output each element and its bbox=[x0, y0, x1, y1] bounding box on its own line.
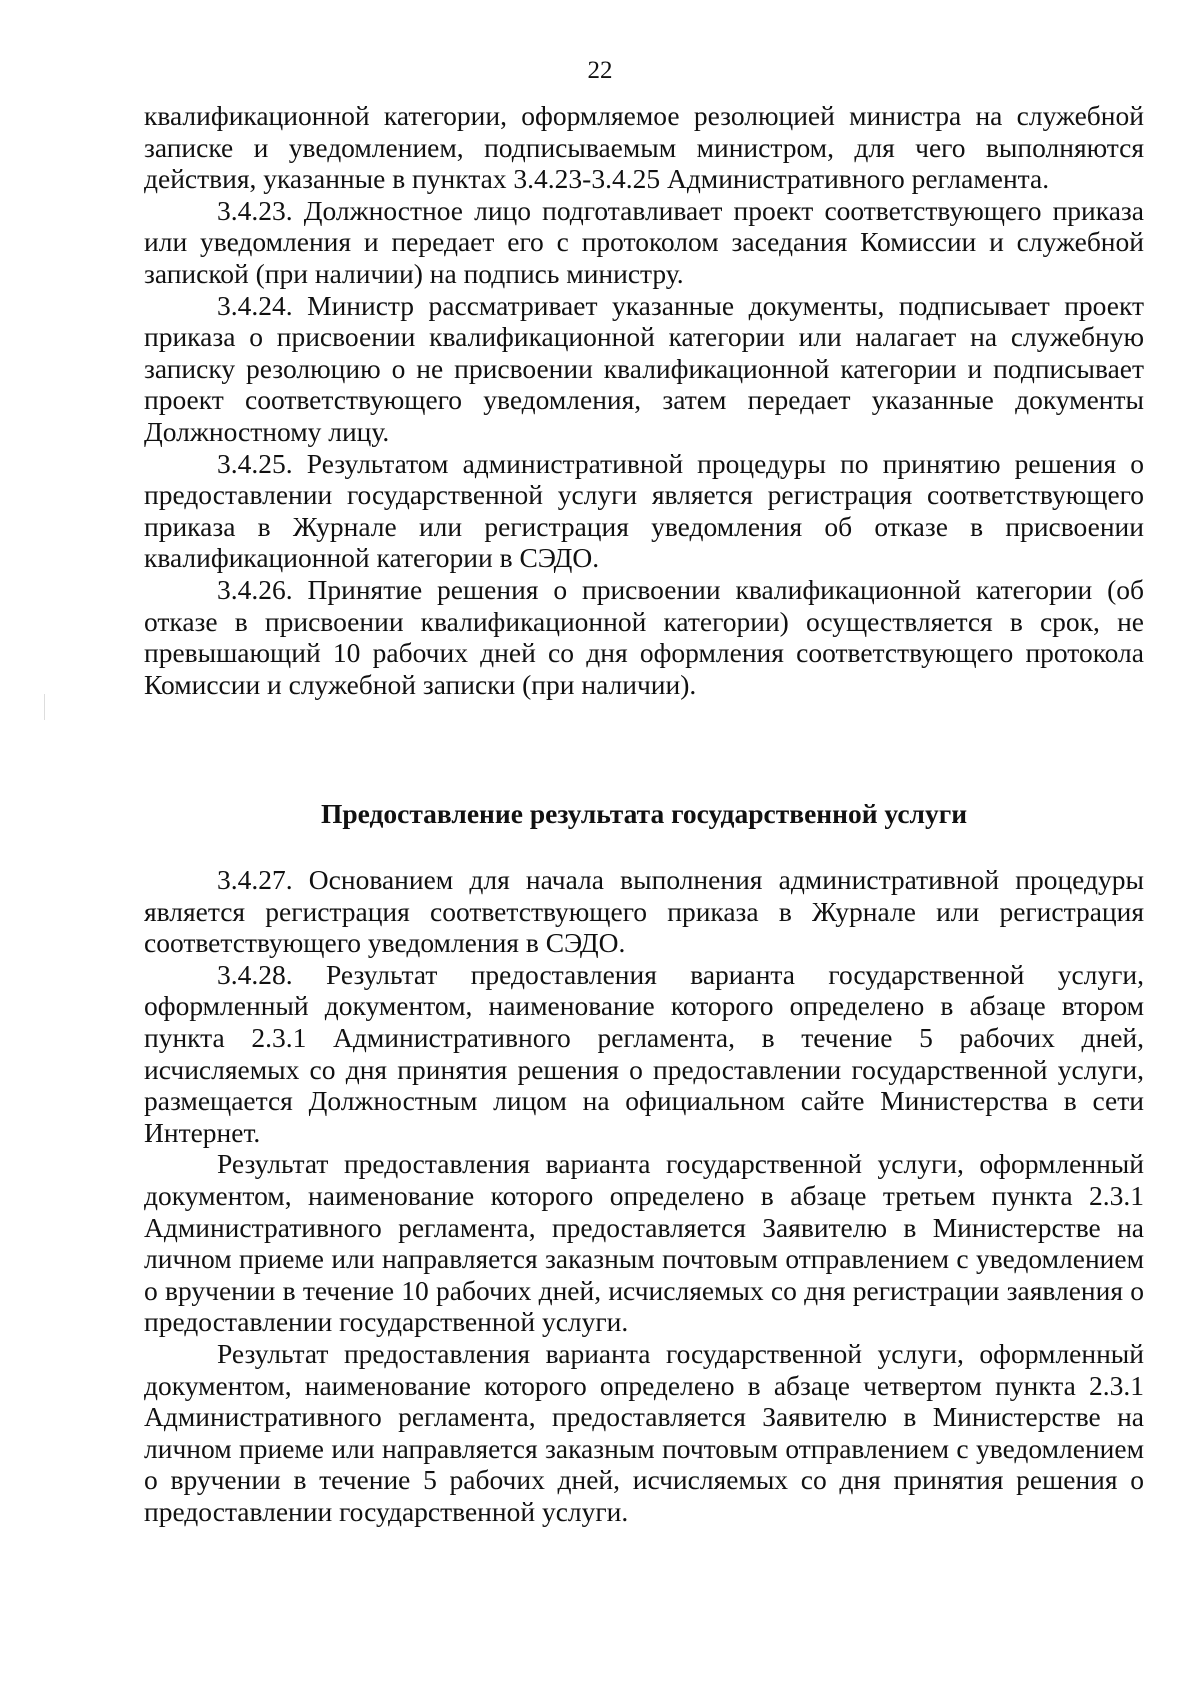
top-text-block bbox=[144, 100, 1144, 700]
paragraph-3-4-24: 3.4.24. Министр рассматривает указанные документы, подписывает проект приказа о присвоении квалификационной категории или налагает на служебную записку резолюцию о не присвоении квалификационной категории и подписывает проект соответствующего уведомления, затем передает указанные документы Должностному лицу. bbox=[144, 289, 1144, 447]
section-heading: Предоставление результата государственной услуги bbox=[320, 798, 968, 829]
page-number: 22 bbox=[587, 57, 613, 84]
paragraph-result-fourth: Результат предоставления варианта государственной услуги, оформленный документом, наименование которого определено в абзаце четвертом пункта 2.3.1 Административного регламента, предоставляется Заявителю в Министерстве на личном приеме или направляется заказным почтовым отправлением с уведомлением о вручении в течение 5 рабочих дней, исчисляемых со дня принятия решения о предоставлении государственной услуги. bbox=[144, 1337, 1144, 1527]
scan-artifact-line bbox=[44, 694, 45, 720]
paragraph-3-4-25: 3.4.25. Результатом административной процедуры по принятию решения о предоставлении государственной услуги является регистрация соответствующего приказа в Журнале или регистрация уведомления об отказе в присвоении квалификационной категории в СЭДО. bbox=[144, 447, 1144, 574]
paragraph-3-4-28: 3.4.28. Результат предоставления варианта государственной услуги, оформленный документом, наименование которого определено в абзаце втором пункта 2.3.1 Административного регламента, в течение 5 рабочих дней, исчисляемых со дня принятия решения о предоставлении государственной услуги, размещается Должностным лицом на официальном сайте Министерства в сети Интернет. bbox=[144, 958, 1144, 1148]
paragraph-3-4-23: 3.4.23. Должностное лицо подготавливает проект соответствующего приказа или уведомления и передает его с протоколом заседания Комиссии и служебной запиской (при наличии) на подпись министру. bbox=[144, 194, 1144, 289]
paragraph-continuation: квалификационной категории, оформляемое резолюцией министра на служебной записке и уведомлением, подписываемым министром, для чего выполняются действия, указанные в пунктах 3.4.23-3.4.25 Административного регламента. bbox=[144, 100, 1144, 195]
paragraph-result-third: Результат предоставления варианта государственной услуги, оформленный документом, наименование которого определено в абзаце третьем пункта 2.3.1 Административного регламента, предоставляется Заявителю в Министерстве на личном приеме или направляется заказным почтовым отправлением с уведомлением о вручении в течение 10 рабочих дней, исчисляемых со дня регистрации заявления о предоставлении государственной услуги. bbox=[144, 1148, 1144, 1338]
paragraph-3-4-26: 3.4.26. Принятие решения о присвоении квалификационной категории (об отказе в присвоении квалификационной категории) осуществляется в срок, не превышающий 10 рабочих дней со дня оформления соответствующего протокола Комиссии и служебной записки (при наличии). bbox=[144, 573, 1144, 700]
bottom-text-block bbox=[144, 864, 1144, 1527]
paragraph-3-4-27: 3.4.27. Основанием для начала выполнения административной процедуры является регистрация соответствующего приказа в Журнале или регистрация соответствующего уведомления в СЭДО. bbox=[144, 864, 1144, 959]
